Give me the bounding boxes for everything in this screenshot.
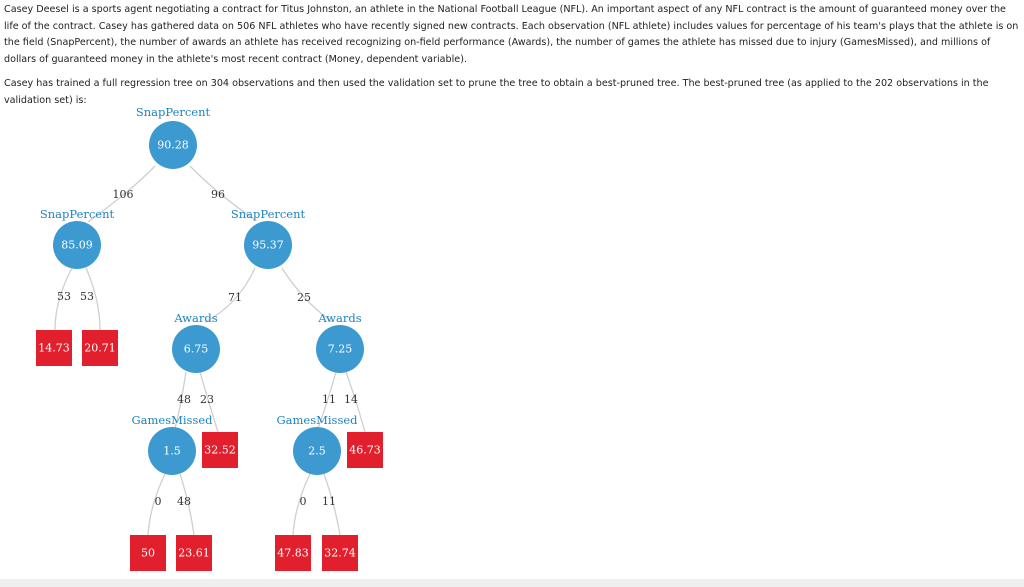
leaf-value: 32.52	[204, 443, 236, 457]
count-gm2-right: 11	[322, 495, 336, 508]
count-n1-right: 53	[80, 290, 94, 303]
node2-split-value: 95.37	[252, 238, 284, 252]
games-left-split-value: 1.5	[163, 444, 181, 458]
leaf-value: 20.71	[84, 341, 116, 355]
node1-variable-label: SnapPercent	[39, 207, 115, 221]
games-left-variable-label: GamesMissed	[131, 413, 213, 427]
count-root-left: 106	[112, 188, 134, 201]
count-n2-left: 71	[228, 291, 242, 304]
root-split-value: 90.28	[157, 138, 189, 152]
awards-right-variable-label: Awards	[318, 311, 362, 325]
games-right-variable-label: GamesMissed	[276, 413, 358, 427]
leaf-value: 23.61	[178, 546, 210, 560]
awards-left-variable-label: Awards	[174, 311, 218, 325]
games-right-split-value: 2.5	[308, 444, 326, 458]
count-root-right: 96	[211, 188, 225, 201]
count-gm2-left: 0	[299, 495, 307, 508]
node1-split-value: 85.09	[61, 238, 93, 252]
leaf-value: 50	[141, 546, 155, 560]
count-n2-right: 25	[297, 291, 311, 304]
count-aw1-right: 23	[200, 393, 214, 406]
paragraph-tree-description: Casey has trained a full regression tree on 304 observations and then used the validation set to prune the tree to obtain a best-pruned tree. The best-pruned tree (as applied to the 202 observations in the validation set) is:	[4, 78, 989, 106]
leaf-value: 46.73	[349, 443, 381, 457]
leaf-value: 14.73	[38, 341, 70, 355]
count-aw2-left: 11	[322, 393, 336, 406]
awards-left-split-value: 6.75	[183, 342, 209, 356]
root-variable-label: SnapPercent	[135, 105, 211, 119]
count-n1-left: 53	[57, 290, 71, 303]
awards-right-split-value: 7.25	[327, 342, 353, 356]
count-aw2-right: 14	[344, 393, 358, 406]
count-aw1-left: 48	[177, 393, 191, 406]
paragraph-intro: Casey Deesel is a sports agent negotiating a contract for Titus Johnston, an athlete in the National Football League (NFL). An important aspect of any NFL contract is the amount of guaranteed money over the life of the contract. Casey has gathered data on 506 NFL athletes who have recently signed new contracts. Each observation (NFL athlete) includes values for percentage of his team's plays that the athlete is on the field (SnapPercent), the number of awards an athlete has received recognizing on-field performance (Awards), the number of games the athlete has missed due to injury (GamesMissed), and millions of dollars of guaranteed money in the athlete's most recent contract (Money, dependent variable).	[4, 4, 1019, 65]
leaf-value: 32.74	[324, 546, 356, 560]
count-gm1-right: 48	[177, 495, 191, 508]
bottom-scroll-strip	[0, 579, 1024, 587]
leaf-value: 47.83	[277, 546, 309, 560]
node2-variable-label: SnapPercent	[230, 207, 306, 221]
count-gm1-left: 0	[154, 495, 162, 508]
